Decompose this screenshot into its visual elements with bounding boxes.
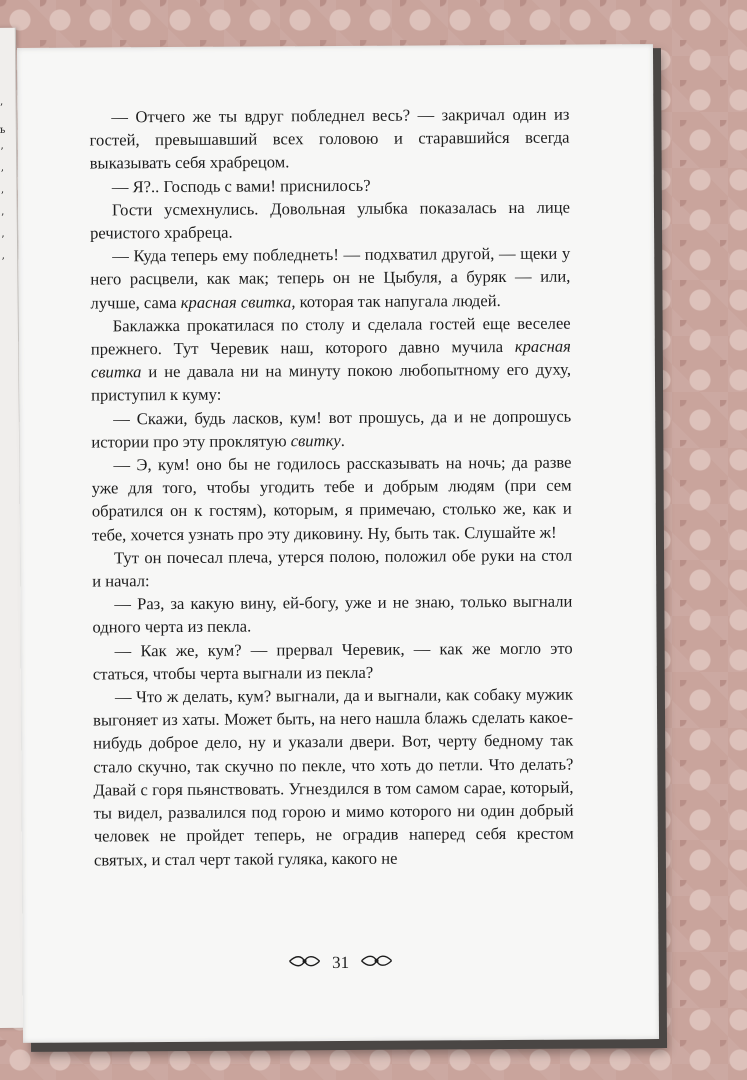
paragraph <box>91 311 572 407</box>
paragraph <box>90 195 570 244</box>
text-run: Гости усмехнулись. Довольная улыбка показалась на лице речистого храбреца. <box>90 197 571 243</box>
page-number: 31 <box>332 953 350 973</box>
page-body-text <box>89 103 574 872</box>
book-page <box>17 44 659 1043</box>
italic-phrase: красная свитка <box>90 336 571 382</box>
paragraph <box>89 103 569 176</box>
paragraph <box>91 451 572 547</box>
facing-page-text-fragments: ʼ ь ʼ ʼ ʼ ʼ ʼ ʼ <box>0 102 6 268</box>
italic-phrase: красная свитка, <box>180 291 296 312</box>
paragraph <box>92 543 572 592</box>
paragraph <box>90 242 570 315</box>
text-run: — Как же, кум? — прервал Черевик, — как же могло это статься, чтобы черта выгнали из пекла? <box>92 638 573 684</box>
italic-phrase: свитку <box>290 430 341 451</box>
paragraph <box>90 172 570 198</box>
text-run: и не давала ни на минуту покою любопытному его духу, приступил к куму: <box>91 359 571 405</box>
text-run: — Куда теперь ему побледнеть! — подхватил другой, — щеки у него расцвели, как мак; теперь он не Цыбуля, а буряк — или, лучше, сама <box>90 243 571 313</box>
ornament-right-icon <box>359 953 393 973</box>
ornament-left-icon <box>288 953 322 973</box>
text-run: Тут он почесал плеча, утерся полою, положил обе руки на стол и начал: <box>92 545 573 591</box>
text-run: — Скажи, будь ласков, кум! вот прошусь, да и не допрошусь истории про эту проклятую <box>91 406 572 452</box>
text-run: — Отчего же ты вдруг побледнел весь? — закричал один из гостей, превышавший всех головою и старавшийся всегда выказывать себя храбрецом. <box>89 104 570 173</box>
paragraph <box>91 404 571 453</box>
text-run: — Э, кум! оно бы не годилось рассказывать на ночь; да разве уже для того, чтобы угодить тебе и добрым людям (при сем обратился он к гостям), которым, я примечаю, столько же, как и тебе, хочется узнать про эту диковину. Ну, быть так. Слушайте ж! <box>91 452 572 545</box>
paragraph <box>92 590 572 639</box>
paragraph <box>93 683 574 872</box>
text-run: Баклажка прокатилася по столу и сделала гостей еще веселее прежнего. Тут Черевик наш, которого давно мучила <box>90 313 571 359</box>
text-run: которая так напугала людей. <box>295 290 501 311</box>
paragraph <box>93 636 573 685</box>
text-run: — Я?.. Господь с вами! приснилось? <box>111 175 371 196</box>
text-run: — Что ж делать, кум? выгнали, да и выгнали, как собаку мужик выгоняет из хаты. Может быть, на него нашла блажь сделать какое-нибудь доброе дело, ну и указали двери. Вот, черту бедному так стало скучно, так скучно по пекле, что хоть до петли. Что делать? Давай с горя пьянствовать. Угнездился в том самом сарае, который, ты видел, развалился под горою и мимо которого ни один добрый человек не пройдет теперь, не оградив наперед себя крестом святых, и стал черт такой гуляка, какого не <box>93 684 574 869</box>
text-run: . <box>340 430 345 450</box>
page-footer <box>23 950 659 975</box>
text-run: — Раз, за какую вину, ей-богу, уже и не знаю, только выгнали одного черта из пекла. <box>92 591 573 637</box>
